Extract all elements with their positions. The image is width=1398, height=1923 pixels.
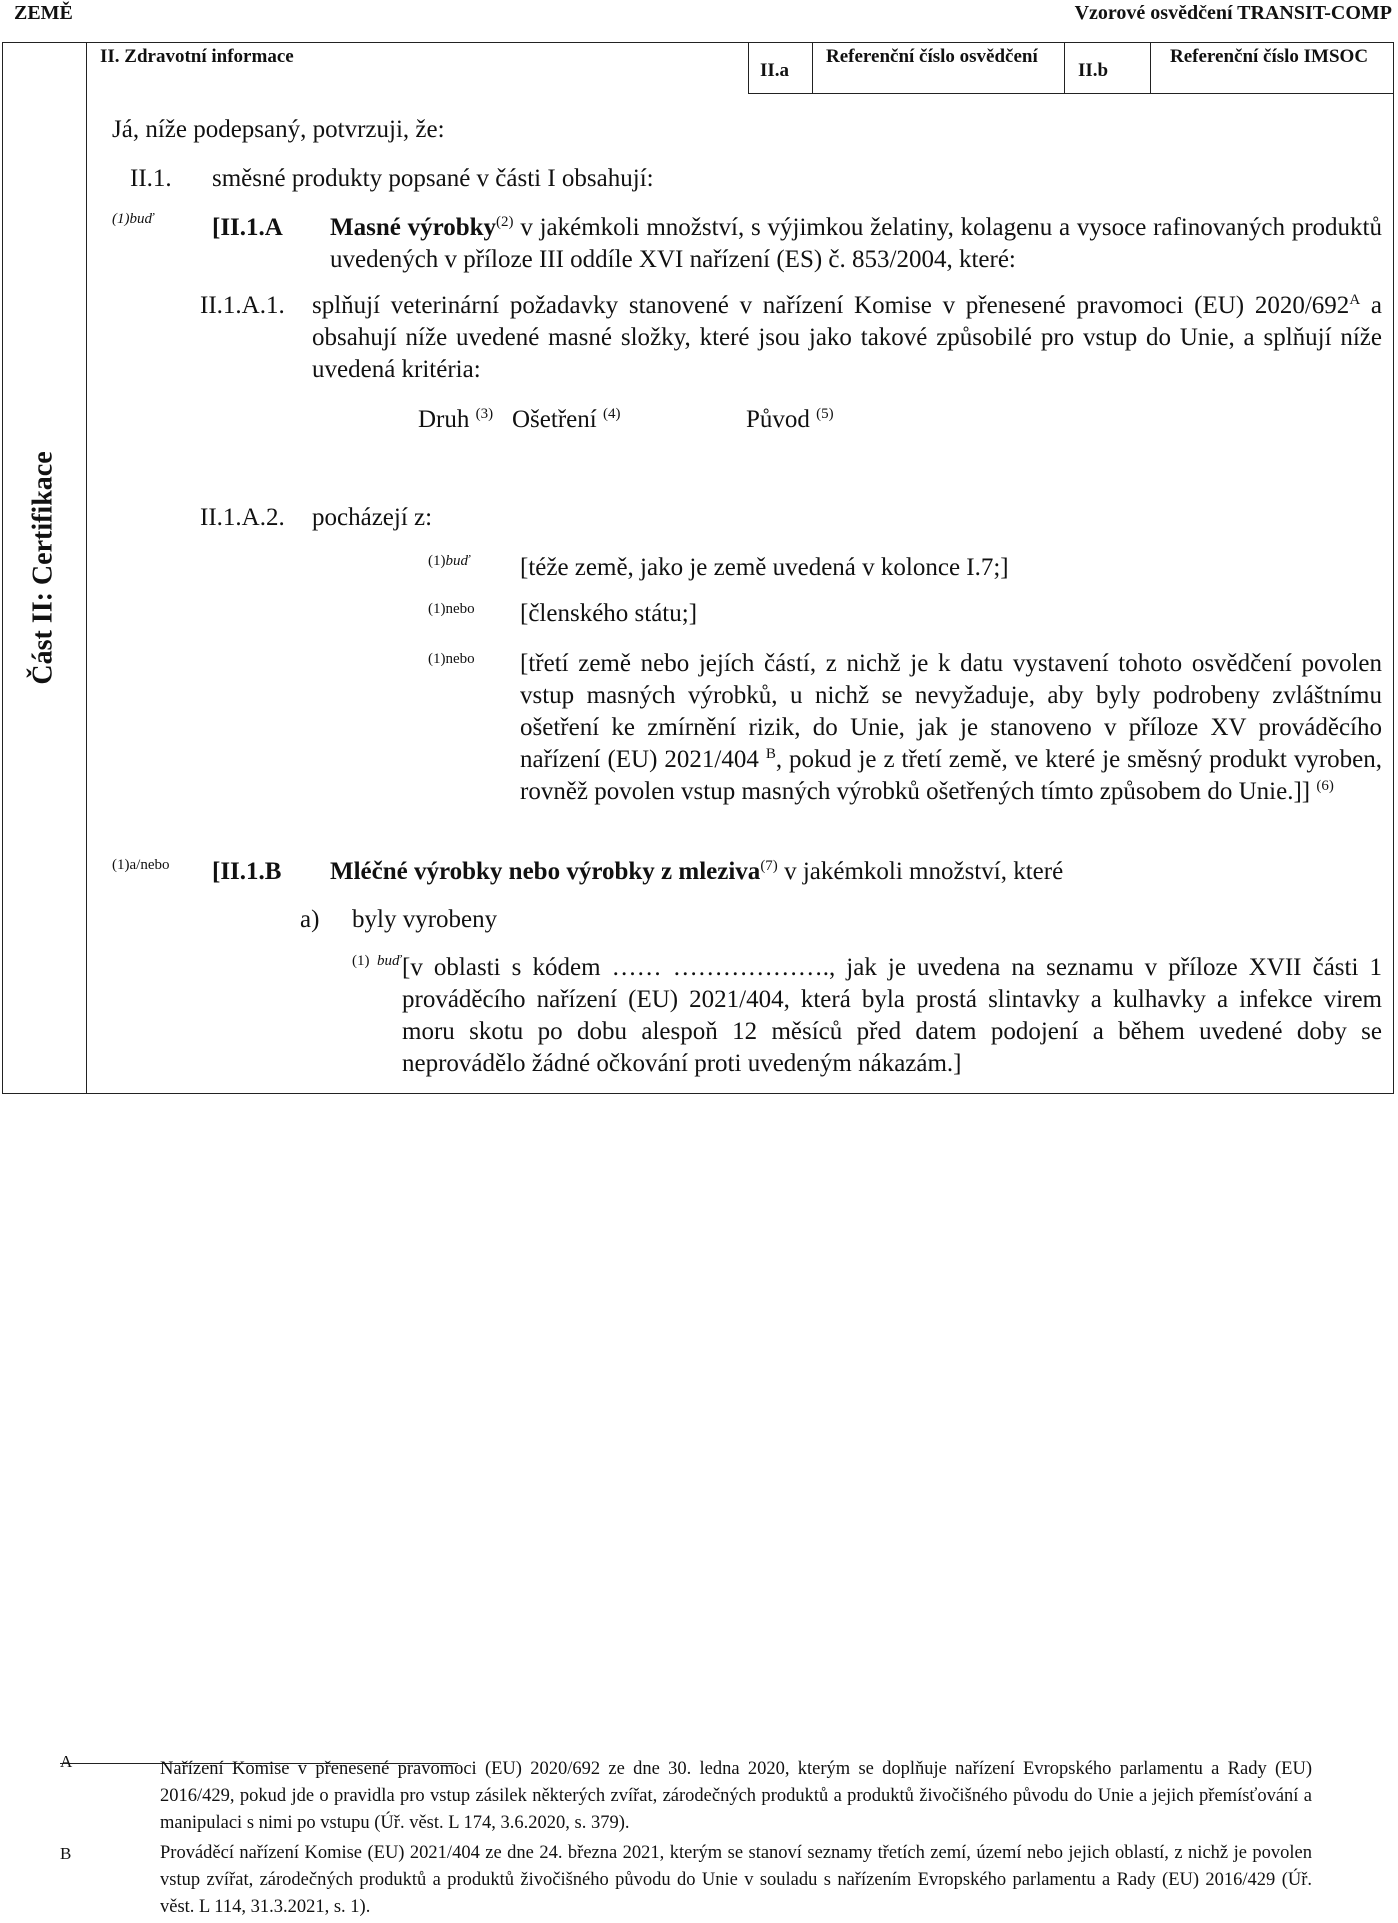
footnote-a-text: Nařízení Komise v přenesené pravomoci (EU) 2020/692 ze dne 30. ledna 2020, kterým se doplňuje nařízení Evropského parlamentu a Rady (EU) 2016/429, pokud jde o pravidla pro vstup zásilek některých zvířat, zárodečných produktů a produktů živočišného původu do Unie a jejich přemísťování a manipulaci s nimi po vstupu (Úř. věst. L 174, 3.6.2020, s. 379).	[160, 1759, 1312, 1833]
a-text: v jakémkoli množství, s výjimkou želatiny, kolagenu a vysoce rafinovaných produktů uvedených v příloze III oddíle XVI nařízení (ES) č. 853/2004, které:	[330, 214, 1382, 273]
ref-a-divider-mid	[812, 42, 813, 94]
footnote-b-text: Prováděcí nařízení Komise (EU) 2021/404 ze dne 24. března 2021, kterým se stanoví seznamy třetích zemí, území nebo jejich oblastí, z nichž je povolen vstup zvířat, zárodečných produktů a produktů živočišného původu do Unie v souladu s nařízením Evropského parlamentu a Rady (EU) 2016/429 (Úř. věst. L 114, 31.3.2021, s. 1).	[160, 1843, 1312, 1917]
a2-text: pocházejí z:	[312, 504, 433, 531]
opt1-tag-number: (1)	[428, 553, 446, 569]
section-title: II. Zdravotní informace	[100, 46, 294, 67]
osetreni-label: Ošetření	[512, 406, 597, 433]
ba-letter: a)	[300, 906, 320, 933]
a-title-footnote-ref: (2)	[496, 214, 514, 230]
b-code: [II.1.B	[212, 858, 282, 885]
ref-bottom-line	[748, 93, 1394, 94]
ref-b-label: Referenční číslo IMSOC	[1170, 46, 1369, 67]
footnote-b-letter: B	[60, 1844, 72, 1863]
sidebar-divider	[86, 42, 87, 1094]
column-label-puvod	[746, 404, 834, 436]
opt3-end-footnote-ref: (6)	[1316, 778, 1334, 794]
a1-footnote-ref: A	[1349, 292, 1361, 308]
ba-text: byly vyrobeny	[352, 906, 498, 933]
b-title: Mléčné výrobky nebo výrobky z mleziva	[330, 858, 761, 885]
opt3-paragraph	[520, 648, 1382, 808]
a-option-tag: (1)buď	[112, 211, 154, 227]
ii1-number: II.1.	[130, 165, 172, 192]
osetreni-footnote-ref: (4)	[602, 406, 621, 422]
opt3-tag: (1)nebo	[428, 651, 475, 667]
a1-paragraph	[312, 290, 1382, 386]
sidebar	[2, 42, 86, 1094]
a-title: Masné výrobky	[330, 214, 497, 241]
a1-text-end: a obsahují níže uvedené masné složky, které jsou jako takové způsobilé pro vstup do Unie, a splňují níže uvedená kritéria:	[312, 292, 1383, 383]
b-title-footnote-ref: (7)	[760, 858, 778, 874]
ref-b-divider-left	[1064, 42, 1065, 94]
intro-statement: Já, níže podepsaný, potvrzuji, že:	[112, 116, 445, 143]
a-code: [II.1.A	[212, 214, 283, 241]
opt3-text-start: [třetí země nebo jejích částí, z nichž je k datu vystavení tohoto osvědčení povolen vstup masných výrobků, u nichž se nevyžaduje, aby byly podrobeny zvláštnímu ošetření ke zmírnění rizik, do Unie, jak je stanoveno v příloze XV prováděcího nařízení (EU) 2021/404	[520, 650, 1382, 773]
druh-label: Druh	[418, 406, 470, 433]
header-country: ZEMĚ	[14, 2, 73, 24]
a1-text-start: splňují veterinární požadavky stanovené v nařízení Komise v přenesené pravomoci (EU) 2020/692	[312, 292, 1350, 319]
ba-option-tag	[352, 952, 401, 970]
ba-option-word: buď	[377, 953, 402, 969]
opt1-tag	[428, 552, 470, 570]
ba-option-number: (1)	[352, 953, 370, 969]
ref-a-label: Referenční číslo osvědčení	[826, 46, 1038, 67]
druh-footnote-ref: (3)	[475, 406, 494, 422]
ref-a-code: II.a	[760, 60, 790, 81]
header-certificate-model: Vzorové osvědčení TRANSIT-COMP	[1074, 2, 1392, 24]
opt1-tag-word: buď	[445, 553, 470, 569]
b-paragraph	[330, 856, 1063, 888]
puvod-label: Původ	[746, 406, 810, 433]
ii1-text: směsné produkty popsané v části I obsahují:	[212, 165, 654, 192]
opt3-footnote-ref: B	[765, 746, 776, 762]
a-paragraph	[330, 212, 1382, 276]
ba-option-paragraph: [v oblasti s kódem …… ………………., jak je uvedena na seznamu v příloze XVII části 1 prováděcího nařízení (EU) 2021/404, která byla prostá slintavky a kulhavky a infekce virem moru skotu po dobu alespoň 12 měsíců před datem podojení a během uvedené doby se neprovádělo žádné očkování proti uvedeným nákazám.]	[402, 954, 1382, 1077]
a2-number: II.1.A.2.	[200, 504, 285, 531]
b-option-tag: (1)a/nebo	[112, 857, 170, 873]
opt3-text-end: , pokud je z třetí země, ve které je směsný produkt vyroben, rovněž povolen vstup masných výrobků ošetřených tímto způsobem do Unie.]]	[520, 746, 1383, 805]
ref-a-divider-left	[748, 42, 749, 94]
a1-number: II.1.A.1.	[200, 292, 285, 319]
footnote-a-letter: A	[60, 1752, 73, 1771]
b-text: v jakémkoli množství, které	[784, 858, 1064, 885]
puvod-footnote-ref: (5)	[816, 406, 834, 422]
ref-b-divider-mid	[1150, 42, 1151, 94]
column-label-druh	[418, 404, 493, 436]
opt2-tag: (1)nebo	[428, 601, 475, 617]
column-label-osetreni	[512, 404, 620, 436]
opt2-text: [členského státu;]	[520, 600, 698, 627]
ref-b-code: II.b	[1078, 60, 1109, 81]
opt1-text: [téže země, jako je země uvedená v kolonce I.7;]	[520, 554, 1009, 581]
sidebar-label: Část II: Certifikace	[28, 451, 59, 685]
